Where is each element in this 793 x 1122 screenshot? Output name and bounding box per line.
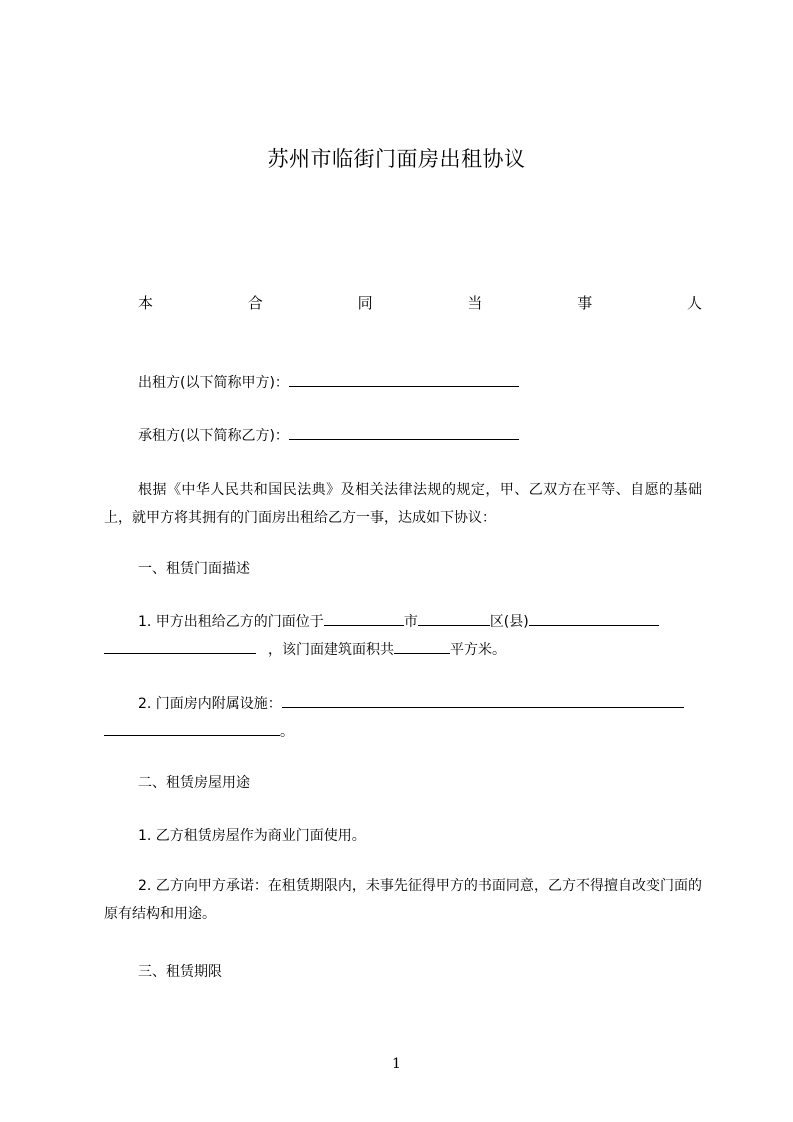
city-blank[interactable] [324, 611, 404, 626]
lessee-label: 承租方(以下简称乙方)： [138, 428, 289, 444]
parties-char: 事 [577, 294, 593, 312]
section1-heading: 一、租赁门面描述 [138, 561, 250, 577]
area-unit: 平方米。 [450, 642, 506, 658]
facilities-label: 2. 门面房内附属设施： [138, 696, 282, 712]
section1-item2-line2 [104, 721, 294, 741]
section1-item2-line1 [138, 693, 684, 713]
preamble-paragraph: 根据《中华人民共和国民法典》及相关法律法规的规定，甲、乙双方在平等、自愿的基础上，就甲方将其拥有的门面房出租给乙方一事，达成如下协议： [104, 482, 702, 526]
lessor-blank[interactable] [289, 372, 519, 387]
parties-char: 人 [686, 294, 702, 312]
facilities-blank-continued[interactable] [104, 721, 280, 736]
parties-char: 合 [247, 294, 263, 312]
page-number: 1 [392, 1056, 401, 1072]
address-blank[interactable] [529, 611, 659, 626]
parties-heading [138, 292, 702, 313]
facilities-end: 。 [280, 724, 294, 740]
lessee-line [138, 425, 519, 445]
section2-item2: 2. 乙方向甲方承诺：在租赁期限内，未事先征得甲方的书面同意，乙方不得擅自改变门面的原有结构和用途。 [104, 878, 702, 922]
document-title: 苏州市临街门面房出租协议 [267, 147, 526, 171]
section1-item1-line1 [138, 611, 659, 631]
lessee-blank[interactable] [289, 425, 519, 440]
area-blank[interactable] [394, 639, 450, 654]
district-label: 区(县) [489, 614, 529, 630]
lessor-label: 出租方(以下简称甲方)： [138, 375, 289, 391]
district-blank[interactable] [418, 611, 490, 626]
address-blank-continued[interactable] [104, 639, 256, 654]
section2-heading: 二、租赁房屋用途 [138, 775, 250, 791]
section3-heading: 三、租赁期限 [138, 964, 222, 980]
facilities-blank[interactable] [282, 693, 684, 708]
parties-char: 当 [467, 294, 483, 312]
area-text: ，该门面建筑面积共 [268, 642, 394, 658]
section2-item1: 1. 乙方租赁房屋作为商业门面使用。 [138, 828, 366, 844]
section1-item1-text: 1. 甲方出租给乙方的门面位于 [138, 614, 324, 630]
parties-char: 同 [357, 294, 373, 312]
section1-item1-line2 [104, 639, 506, 659]
lessor-line [138, 372, 519, 392]
parties-char: 本 [138, 294, 154, 312]
city-label: 市 [403, 614, 418, 630]
